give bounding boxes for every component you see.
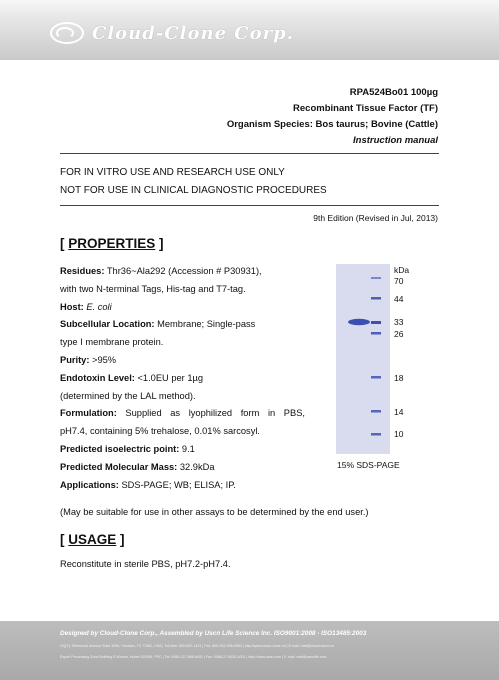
purity-label: Purity: [60,354,90,365]
gel-bands [336,264,390,454]
endotoxin-label: Endotoxin Level: [60,372,135,383]
footer-hq-contact: HQ(T): Richmond Avenue Suite 3056, Houston, TX 77082, USA | Toll-free: 800-692-1421 | Fax: 800-932-938-0984 | http://www.cloud-clone.us | E-mail: mail@cloud-clone.us [60,644,335,648]
purity-row [60,352,305,370]
organism-species: Organism Species: Bos taurus; Bovine (Cattle) [226,119,438,130]
bracket-close: ] [116,532,125,547]
divider [60,205,439,206]
formulation-row [60,405,305,423]
apps-row [60,477,305,495]
marker-10: 10 [394,429,404,439]
location-cont: type I membrane protein. [60,337,164,348]
residues-row [60,263,305,281]
gel-unit-label: kDa [394,265,410,275]
endotoxin-row [60,370,305,388]
usage-notices [60,164,327,199]
marker-33: 33 [394,317,404,327]
host-value: E. coli [83,301,112,312]
pi-label: Predicted isoelectric point: [60,443,180,454]
residues-value: Thr36~Ala292 (Accession # P30931), [104,266,262,276]
location-label: Subcellular Location: [60,319,155,330]
residues-label: Residues: [60,266,105,276]
usage-heading [60,532,125,547]
marker-18: 18 [394,373,404,383]
notice-research-only: FOR IN VITRO USE AND RESEARCH USE ONLY [60,167,285,178]
pi-row [60,441,305,459]
marker-14: 14 [394,407,404,417]
apps-label: Applications: [60,479,119,490]
sds-page-gel-image [336,264,390,454]
properties-title: PROPERTIES [68,236,156,251]
footer-designed-by: Designed by Cloud-Clone Corp., Assembled by Uscn Life Science Inc. ISO9001:2008 · ISO13485:2003 [60,630,367,637]
marker-44: 44 [394,294,404,304]
product-name: Recombinant Tissue Factor (TF) [293,103,438,114]
marker-band [371,277,381,279]
location-row [60,316,305,334]
marker-band [371,410,381,413]
cloud-logo-icon [50,22,84,44]
host-row [60,299,305,317]
notice-not-clinical: NOT FOR USE IN CLINICAL DIAGNOSTIC PROCEDURES [60,184,327,196]
catalog-number: RPA524Bo01 100µg [349,87,438,98]
company-name: Cloud-Clone Corp. [92,22,294,44]
purity-value: >95% [89,354,117,365]
document-type: Instruction manual [353,135,438,146]
properties-heading [60,236,164,251]
usage-title: USAGE [68,532,117,547]
formulation-value: Supplied as lyophilized form in PBS, [116,408,305,419]
marker-band [371,376,381,379]
formulation-label: Formulation: [60,408,117,419]
divider [60,153,439,154]
bracket-open: [ [60,236,69,251]
usage-text: Reconstitute in sterile PBS, pH7.2-pH7.4. [60,559,231,569]
footer [0,621,499,680]
mass-row [60,459,305,477]
marker-70: 70 [394,276,404,286]
footer-export-contact: Export Processing Zone,Building E,Wuhan, Hubei 430056, PRC | Tel: 0086-027-868-6401 | Fax: 0086-27-8420-4001 | http://www.uscn.com | E-mail: mail@uscnlife.com [60,655,327,659]
pi-value: 9.1 [179,443,195,454]
suitability-note: (May be suitable for use in other assays to be determined by the end user.) [60,507,369,517]
mass-label: Predicted Molecular Mass: [60,461,178,472]
apps-value: SDS-PAGE; WB; ELISA; IP. [118,479,236,490]
header-banner [0,0,499,60]
product-info [227,85,438,149]
company-logo [50,22,294,44]
marker-26: 26 [394,329,404,339]
formulation-cont: pH7.4, containing 5% trehalose, 0.01% sarcosyl. [60,426,260,437]
marker-band [371,297,381,300]
marker-band [371,332,381,335]
residues-cont: with two N-terminal Tags, His-tag and T7-tag. [60,283,246,294]
gel-caption: 15% SDS-PAGE [337,460,400,470]
host-label: Host: [60,301,84,312]
location-value: Membrane; Single-pass [154,319,256,330]
bracket-open: [ [60,532,69,547]
properties-list [60,263,305,494]
endotoxin-cont: (determined by the LAL method). [60,390,196,401]
marker-band [371,321,381,324]
mass-value: 32.9kDa [177,461,215,472]
edition-info: 9th Edition (Revised in Jul, 2013) [313,213,438,223]
marker-band [371,433,381,436]
endotoxin-value: <1.0EU per 1µg [134,372,204,383]
sample-band [348,319,370,325]
bracket-close: ] [155,236,164,251]
